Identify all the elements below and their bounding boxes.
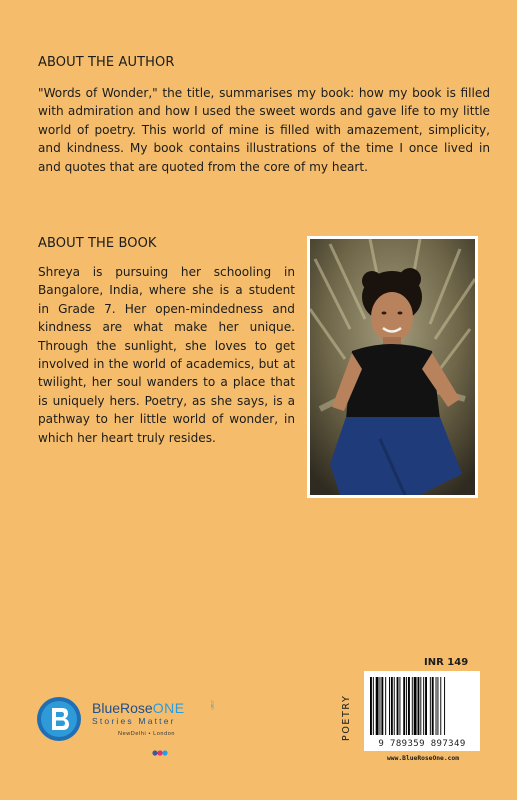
barcode-bar: [381, 677, 383, 735]
barcode-bar: [373, 677, 374, 735]
publisher-name-part1: BlueRose: [92, 700, 153, 716]
author-photo-illustration: [310, 239, 475, 495]
publisher-domain-suffix: .com: [210, 700, 215, 710]
barcode-bar: [394, 677, 395, 735]
isbn-barcode: [364, 671, 480, 751]
publisher-name: [92, 700, 185, 716]
about-author-text: "Words of Wonder," the title, summarises my book: how my book is filled with admiration and how I used the sweet words and gave life to my little world of poetry. This world of mine is filled with amazement, simplicity, and kindness. My book contains illustrations of the time I once lived in and quotes that are quoted from the core of my heart.: [38, 86, 490, 174]
publisher-name-part2: ONE: [152, 700, 185, 716]
barcode-bar: [436, 677, 437, 735]
barcode-bar: [370, 677, 372, 735]
barcode-bar: [397, 677, 399, 735]
about-book-heading: ABOUT THE BOOK: [38, 236, 157, 251]
price-label: INR 149: [424, 657, 469, 668]
isbn-digits: 9 789359 897349: [378, 739, 466, 749]
publisher-tagline: Stories Matter: [92, 716, 176, 726]
barcode-bar: [423, 677, 424, 735]
barcode-bar: [418, 677, 420, 735]
about-book-text: Shreya is pursuing her schooling in Bangalore, India, where she is a student in Grade 7. Her open-mindedness and kindness are what make her unique. Through the sunlight, she loves to get involved in the world of academics, but at twilight, her soul wanders to a place that is uniquely hers. Poetry, as she says, is a pathway to her little world of wonder, in which her heart truly resides.: [38, 265, 295, 445]
barcode-bar: [414, 677, 417, 735]
barcode-bar: [425, 677, 427, 735]
barcode-bar: [391, 677, 393, 735]
barcode-bar: [380, 677, 381, 735]
publisher-website: www.BlueRoseOne.com: [386, 755, 460, 762]
barcode-bar: [385, 677, 386, 735]
barcode-bar: [406, 677, 407, 735]
barcode-bar: [403, 677, 405, 735]
barcode-bars: [364, 671, 480, 737]
social-media-icons: [152, 741, 168, 760]
barcode-bar: [440, 677, 441, 735]
barcode-bar: [432, 677, 434, 735]
barcode-bar: [412, 677, 413, 735]
about-author-heading: ABOUT THE AUTHOR: [38, 55, 175, 70]
genre-label: POETRY: [341, 694, 352, 741]
author-photo: [307, 236, 478, 498]
barcode-bar: [389, 677, 390, 735]
barcode-bar: [444, 677, 445, 735]
barcode-bar: [420, 677, 421, 735]
barcode-bar: [399, 677, 400, 735]
barcode-bar: [408, 677, 410, 735]
bluerose-logo-icon: [36, 696, 82, 742]
barcode-bar: [437, 677, 438, 735]
publisher-cities: NewDelhi • London: [118, 731, 176, 737]
barcode-bar: [430, 677, 431, 735]
barcode-bar: [376, 677, 379, 735]
